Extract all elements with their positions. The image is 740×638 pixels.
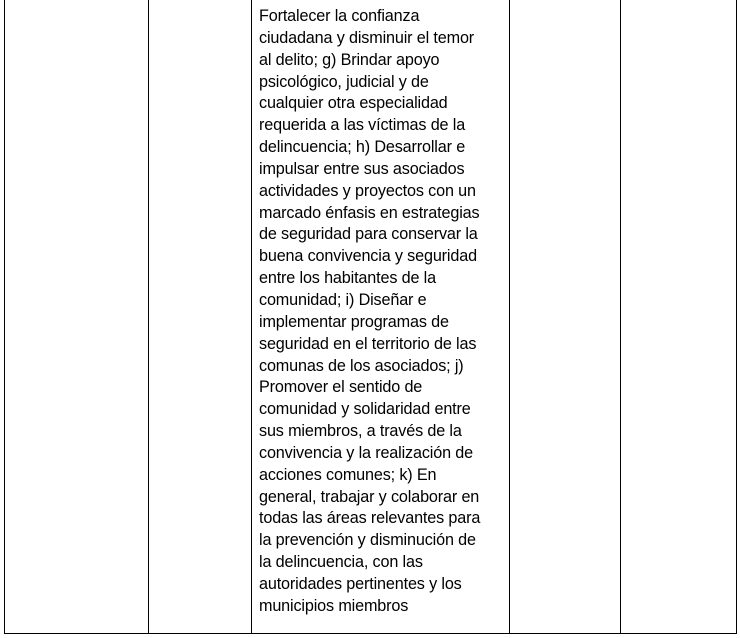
table-cell-col-2 [149,0,252,634]
document-table [4,0,737,634]
table-row [5,0,737,634]
table-cell-col-4 [510,0,621,634]
cell-text-col-2 [149,0,251,6]
table-cell-col-1 [5,0,149,634]
cell-text-col-3: Fortalecer la confianza ciudadana y disminuir el temor al delito; g) Brindar apoyo psicológico, judicial y de cualquier otra especialidad requerida a las víctimas de la delincuencia; h) Desarrollar e impulsar entre sus asociados actividades y proyectos con un marcado énfasis en estrategias de seguridad para conservar la buena convivencia y seguridad entre los habitantes de la comunidad; i) Diseñar e implementar programas de seguridad en el territorio de las comunas de los asociados; j) Promover el sentido de comunidad y solidaridad entre sus miembros, a través de la convivencia y la realización de acciones comunes; k) En general, trabajar y colaborar en todas las áreas relevantes para la prevención y disminución de la delincuencia, con las autoridades pertinentes y los municipios miembros [259,7,481,615]
cell-text-col-4 [510,0,620,6]
table-cell-col-5 [621,0,737,634]
cell-text-col-1 [5,0,148,6]
table-cell-col-3 [252,0,510,634]
cell-text-col-5 [621,0,736,6]
